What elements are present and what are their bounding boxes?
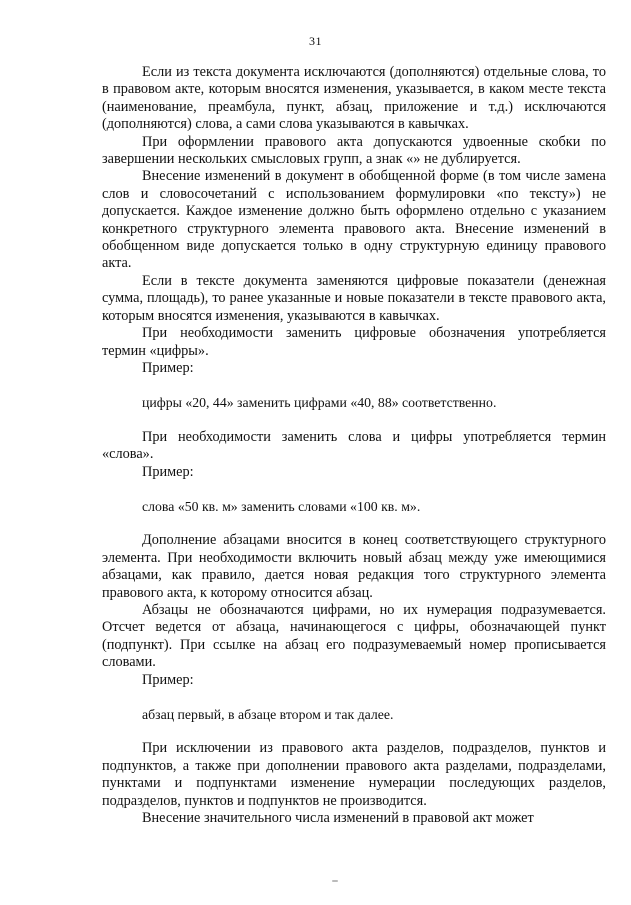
paragraph-generalized-form: Внесение изменений в документ в обобщенной форме (в том числе замена слов и словосочетаний с использованием формулировки «по тексту») не допускается. Каждое изменение должно быть оформлено отдельно с указанием конкретного структурного элемента правового акта. Внесение изменений в обобщенном виде допускается только в одну структурную единицу правового акта. bbox=[102, 168, 606, 272]
paragraph-numeric-values: Если в тексте документа заменяются цифровые показатели (денежная сумма, площадь), то ранее указанные и новые показатели в тексте правового акта, которым вносятся изменения, указываются в кавычках. bbox=[102, 272, 606, 324]
page-number: 31 bbox=[309, 34, 322, 48]
paragraph-section-exclusion: При исключении из правового акта разделов, подразделов, пунктов и подпунктов, а также при дополнении правового акта разделами, подразделами, пунктами и подпунктами изменение нумерации последующих разделов, подразделов, пунктов и подпунктов не производится. bbox=[102, 740, 606, 809]
scan-artifact bbox=[332, 880, 338, 882]
paragraph-excluded-words: Если из текста документа исключаются (дополняются) отдельные слова, то в правовом акте, которым вносятся изменения, указывается, в каком месте текста (наименование, преамбула, пункт, абзац, приложение и т.д.) исключаются (дополняются) слова, а сами слова указываются в кавычках. bbox=[102, 64, 606, 133]
example-label: Пример: bbox=[142, 359, 194, 376]
paragraph-adding-paragraphs: Дополнение абзацами вносится в конец соответствующего структурного элемента. При необходимости включить новый абзац между уже имеющимися абзацами, как правило, дается новая редакция того структурного элемента правового акта, к которому относится абзац. bbox=[102, 532, 606, 601]
paragraph-double-brackets: При оформлении правового акта допускаются удвоенные скобки по завершении нескольких смысловых групп, а знак «» не дублируется. bbox=[102, 133, 606, 168]
paragraph-term-words: При необходимости заменить слова и цифры употребляется термин «слова». bbox=[102, 428, 606, 463]
paragraph-term-digits: При необходимости заменить цифровые обозначения употребляется термин «цифры». bbox=[102, 325, 606, 359]
example-words: слова «50 кв. м» заменить словами «100 кв. м». bbox=[142, 498, 421, 514]
example-digits: цифры «20, 44» заменить цифрами «40, 88» соответственно. bbox=[142, 395, 497, 411]
paragraph-significant-changes: Внесение значительного числа изменений в правовой акт может bbox=[142, 810, 534, 827]
example-label: Пример: bbox=[142, 671, 194, 688]
example-paragraph-reference: абзац первый, в абзаце втором и так далее. bbox=[142, 707, 394, 722]
example-label: Пример: bbox=[142, 463, 194, 480]
paragraph-paragraph-numbering: Абзацы не обозначаются цифрами, но их нумерация подразумевается. Отсчет ведется от абзаца, начинающегося с цифры, обозначающей пункт (подпункт). При ссылке на абзац его подразумеваемый номер прописывается словами. bbox=[102, 601, 606, 671]
document-body bbox=[102, 64, 606, 827]
